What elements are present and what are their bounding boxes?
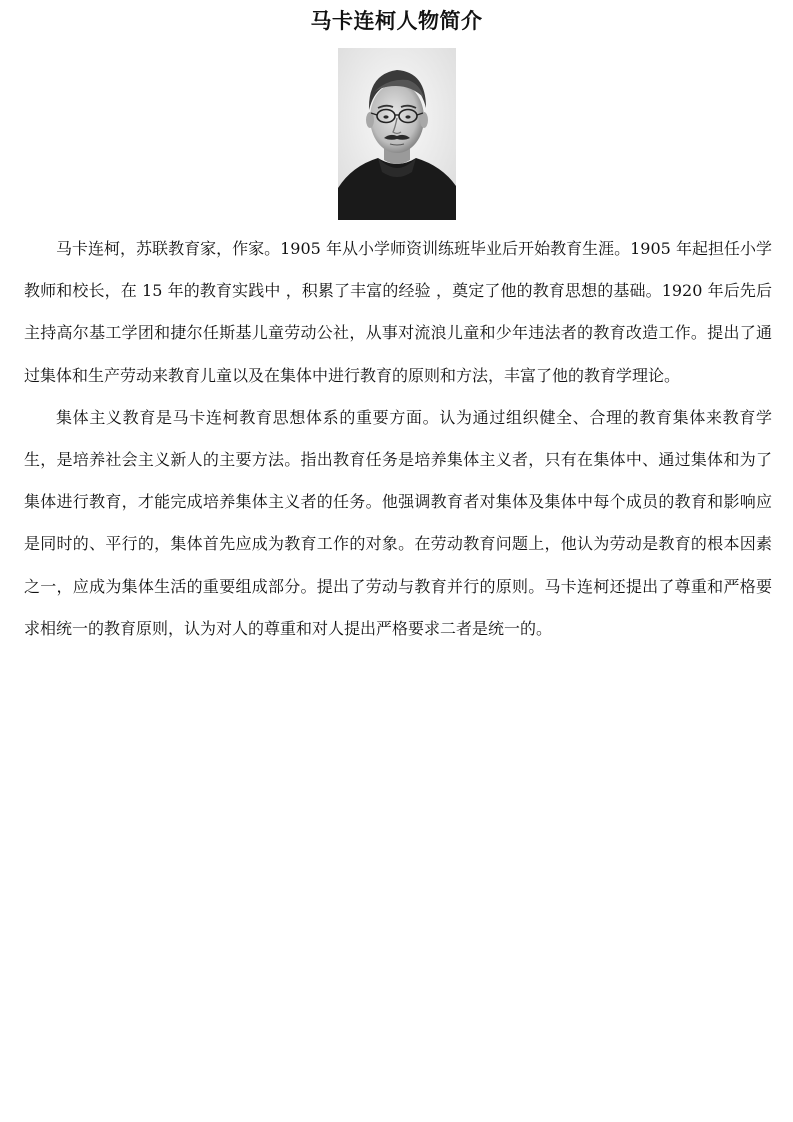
paragraph-collective-education: 集体主义教育是马卡连柯教育思想体系的重要方面。认为通过组织健全、合理的教育集体来教育学生，是培养社会主义新人的主要方法。指出教育任务是培养集体主义者，只有在集体中、通过集体和为了集体进行教育，才能完成培养集体主义者的任务。他强调教育者对集体及集体中每个成员的教育和影响应是同时的、平行的，集体首先应成为教育工作的对象。在劳动教育问题上，他认为劳动是教育的根本因素之一，应成为集体生活的重要组成部分。提出了劳动与教育并行的原则。马卡连柯还提出了尊重和严格要求相统一的教育原则，认为对人的尊重和对人提出严格要求二者是统一的。 [24,407,772,638]
article-body [24,228,772,650]
paragraph-biography: 马卡连柯，苏联教育家，作家。1905 年从小学师资训练班毕业后开始教育生涯。1905 年起担任小学教师和校长，在 15 年的教育实践中 ，积累了丰富的经验 ，奠定了他的教育思想的基础。1920 年后先后主持高尔基工学团和捷尔任斯基儿童劳动公社，从事对流浪儿童和少年违法者的教育改造工作。提出了通过集体和生产劳动来教育儿童以及在集体中进行教育的原则和方法，丰富了他的教育学理论。 [24,239,772,385]
page-title: 马卡连柯人物简介 [310,9,483,33]
portrait-illustration [338,48,456,220]
portrait-photo [338,48,456,220]
